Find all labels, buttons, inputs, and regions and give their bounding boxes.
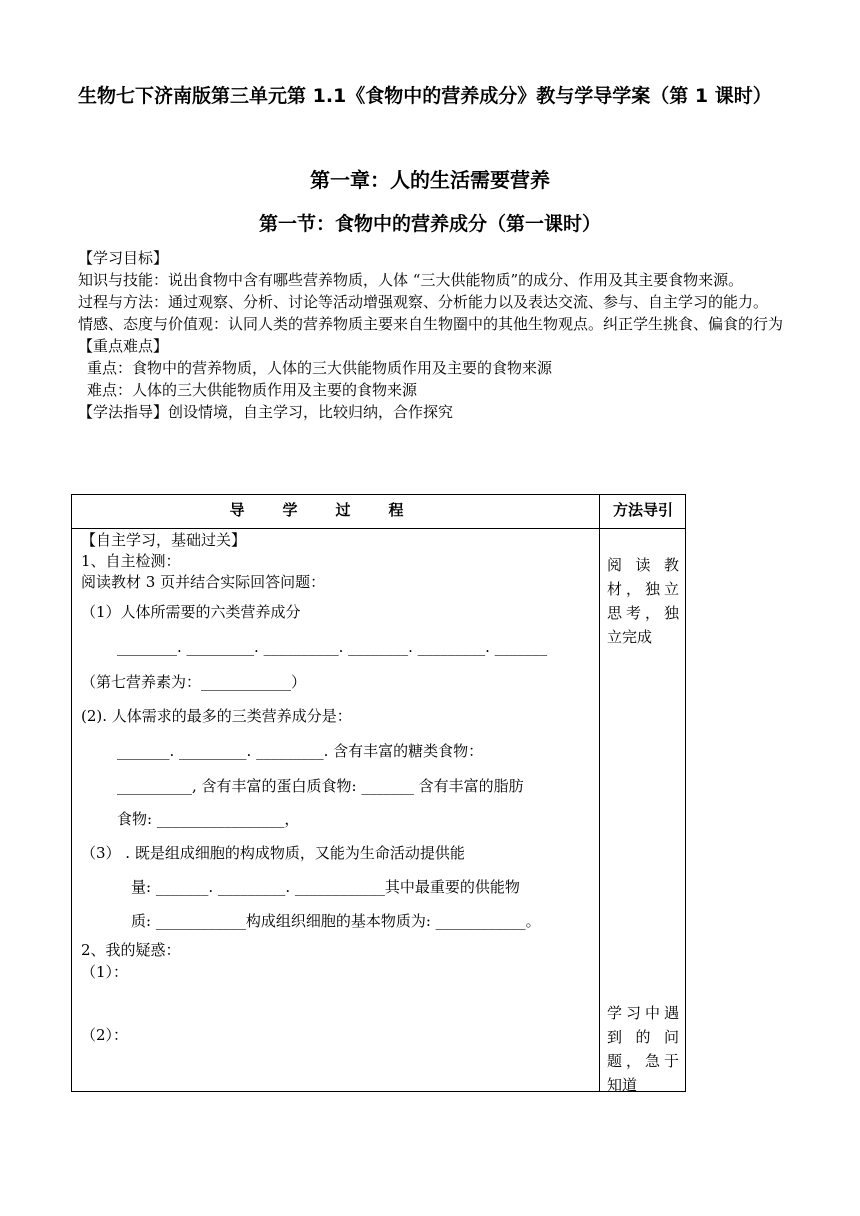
objective-process: 过程与方法：通过观察、分析、讨论等活动增强观察、分析能力以及表达交流、参与、自主学习的能力。 (78, 293, 769, 311)
table-header-method: 方法导引 (612, 501, 673, 519)
process-line: （1）人体所需要的六类营养成分 (81, 603, 301, 621)
process-line: 1、自主检测： (81, 552, 181, 570)
process-line: 质: ____________构成组织细胞的基本物质为: ____________。 (131, 912, 541, 930)
section-heading: 第一节：食物中的营养成分（第一课时） (258, 213, 601, 235)
method-note-reading: 阅 读 教 材，独立 思考，独 立完成 (607, 556, 679, 646)
process-line: ________. _________. __________. ________. _________. _______ (117, 638, 548, 656)
objective-emotion: 情感、态度与价值观：认同人类的营养物质主要来自生物圈中的其他生物观点。纠正学生挑食、偏食的行为 (78, 315, 784, 333)
process-line: （3） . 既是组成细胞的构成物质，又能为生命活动提供能 (81, 844, 465, 862)
table-header-process: 导学过程 (229, 501, 442, 519)
column-divider (599, 495, 600, 1091)
key-points-heading: 【重点难点】 (78, 337, 169, 355)
process-line: __________, 含有丰富的蛋白质食物: _______ 含有丰富的脂肪 (117, 777, 524, 795)
guide-table (71, 494, 686, 1092)
process-line: 食物: _________________， (117, 810, 300, 828)
method-note-questions: 学习中遇 到 的 问 题，急于 知道 (607, 1004, 679, 1094)
process-line: （2）： (81, 1026, 129, 1044)
process-line: 量: _______. _________. ____________其中最重要的供能物 (131, 878, 520, 896)
process-line: 【自主学习，基础过关】 (81, 531, 247, 549)
process-line: _______. _________. _________. 含有丰富的糖类食物： (117, 742, 484, 760)
objectives-heading: 【学习目标】 (78, 249, 169, 267)
intro-text (78, 247, 784, 423)
process-line: 阅读教材 3 页并结合实际回答问题： (81, 573, 326, 591)
process-line: 2、我的疑惑： (81, 941, 181, 959)
method-guide: 【学法指导】创设情境，自主学习，比较归纳，合作探究 (78, 403, 454, 421)
process-line: (2). 人体需求的最多的三类营养成分是： (81, 707, 352, 725)
key-point: 重点：食物中的营养物质，人体的三大供能物质作用及主要的食物来源 (87, 359, 553, 377)
chapter-heading: 第一章：人的生活需要营养 (310, 168, 550, 192)
objective-knowledge: 知识与技能：说出食物中含有哪些营养物质，人体 “三大供能物质”的成分、作用及其主要食物来源。 (78, 271, 744, 289)
process-line: （第七营养素为：____________） (81, 673, 307, 691)
document-title: 生物七下济南版第三单元第 1.1《食物中的营养成分》教与学导学案（第 1 课时） (78, 85, 772, 107)
difficult-point: 难点：人体的三大供能物质作用及主要的食物来源 (87, 381, 418, 399)
process-line: （1）： (81, 963, 129, 981)
